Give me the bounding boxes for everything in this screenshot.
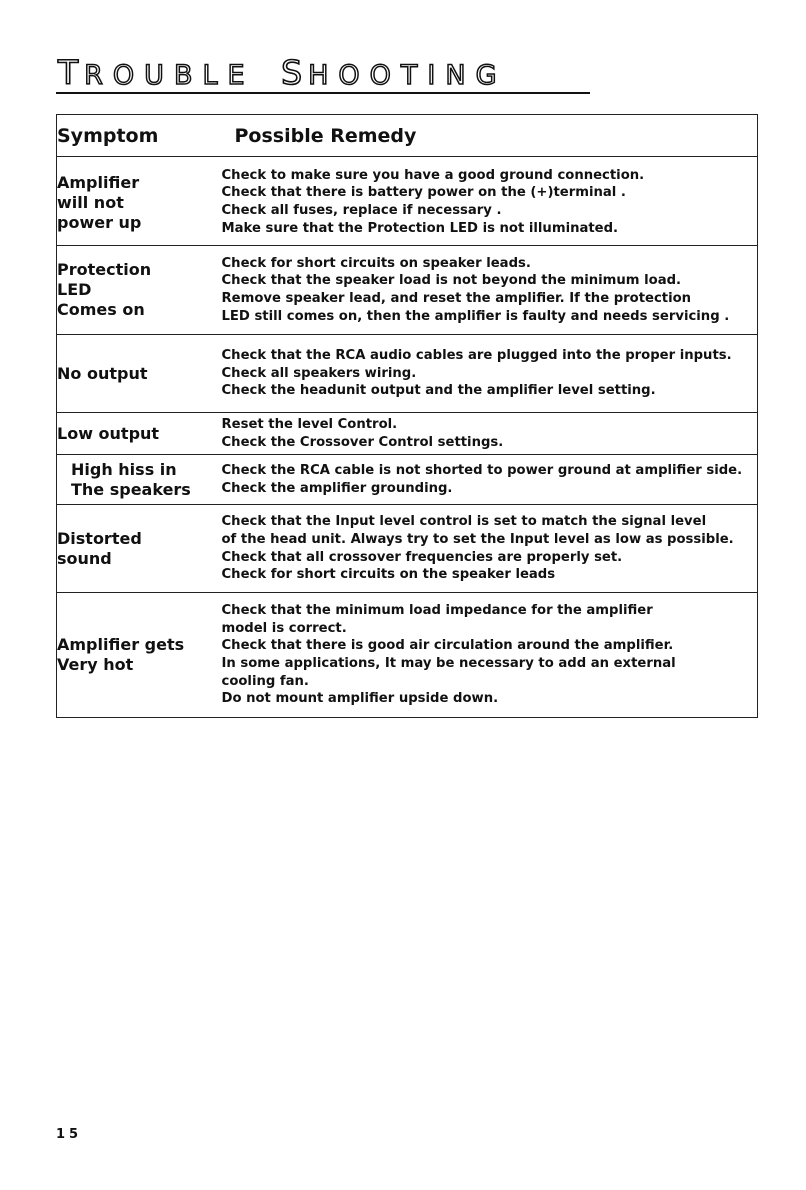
symptom-cell: Low output xyxy=(57,413,222,455)
remedy-line: Remove speaker lead, and reset the amplifier. If the protection xyxy=(221,291,692,306)
remedy-line: Check for short circuits on speaker leads. xyxy=(221,255,531,271)
remedy-line: Check the headunit output and the amplifier level setting. xyxy=(221,383,656,399)
remedy-line: of the head unit. Always try to set the Input level as low as possible. xyxy=(221,531,734,547)
symptom-cell: No output xyxy=(57,335,222,413)
remedy-line: cooling fan. xyxy=(221,673,309,689)
remedy-line: LED still comes on, then the amplifier is faulty and needs servicing . xyxy=(221,308,730,324)
remedy-cell xyxy=(222,246,758,335)
table-row xyxy=(57,335,758,413)
page-title xyxy=(56,52,590,94)
remedy-line: Check that the RCA audio cables are plugged into the proper inputs. xyxy=(221,347,732,363)
symptom-cell: Distorted sound xyxy=(57,505,222,593)
remedy-line: Do not mount amplifier upside down. xyxy=(221,691,499,707)
title-word-hooting: HOOTING xyxy=(308,60,507,91)
symptom-cell: Protection LED Comes on xyxy=(57,246,222,335)
remedy-line: Reset the level Control. xyxy=(221,416,398,432)
remedy-line: Check the Crossover Control settings. xyxy=(221,434,504,450)
svg-text:TROUBLE SHOOTING xyxy=(57,53,507,92)
table-row xyxy=(57,246,758,335)
remedy-line: Check that the Input level control is set to match the signal level xyxy=(221,514,707,530)
remedy-line: Make sure that the Protection LED is not illuminated. xyxy=(221,220,619,236)
symptom-cell: Amplifier gets Very hot xyxy=(57,593,222,718)
table-row xyxy=(57,455,758,505)
remedy-cell xyxy=(222,505,758,593)
remedy-line: Check that all crossover frequencies are properly set. xyxy=(221,549,623,565)
remedy-cell xyxy=(222,455,758,505)
remedy-line: Check that there is good air circulation around the amplifier. xyxy=(221,638,674,654)
remedy-cell xyxy=(222,335,758,413)
remedy-line: Check to make sure you have a good ground connection. xyxy=(221,167,645,183)
remedy-line: model is correct. xyxy=(221,620,347,636)
remedy-cell xyxy=(222,413,758,455)
remedy-cell xyxy=(222,157,758,246)
page-number: 15 xyxy=(56,1127,83,1142)
title-letter-t: T xyxy=(58,53,85,92)
symptom-cell: High hiss in The speakers xyxy=(57,455,222,505)
table-row xyxy=(57,413,758,455)
table-header-row xyxy=(57,115,758,157)
table-row xyxy=(57,157,758,246)
symptom-cell: Amplifier will not power up xyxy=(57,157,222,246)
remedy-line: Check all speakers wiring. xyxy=(221,365,417,381)
title-word-rouble: ROUBLE xyxy=(84,60,255,91)
remedy-line: Check the RCA cable is not shorted to power ground at amplifier side. xyxy=(221,462,743,478)
remedy-line: Check for short circuits on the speaker leads xyxy=(221,567,556,583)
remedy-line: Check the amplifier grounding. xyxy=(221,480,453,496)
remedy-line: In some applications, It may be necessary to add an external xyxy=(221,656,676,671)
table-row xyxy=(57,593,758,718)
page-title-text xyxy=(56,52,590,92)
table-row xyxy=(57,505,758,593)
remedy-line: Check that the minimum load impedance for the amplifier xyxy=(221,602,653,618)
remedy-header: Possible Remedy xyxy=(222,115,758,157)
troubleshooting-table xyxy=(56,114,758,718)
remedy-line: Check that the speaker load is not beyond the minimum load. xyxy=(221,273,682,289)
symptom-header: Symptom xyxy=(57,115,222,157)
remedy-line: Check that there is battery power on the (+)terminal . xyxy=(221,185,626,201)
remedy-line: Check all fuses, replace if necessary . xyxy=(221,203,502,218)
title-letter-s: S xyxy=(281,53,309,92)
remedy-cell xyxy=(222,593,758,718)
